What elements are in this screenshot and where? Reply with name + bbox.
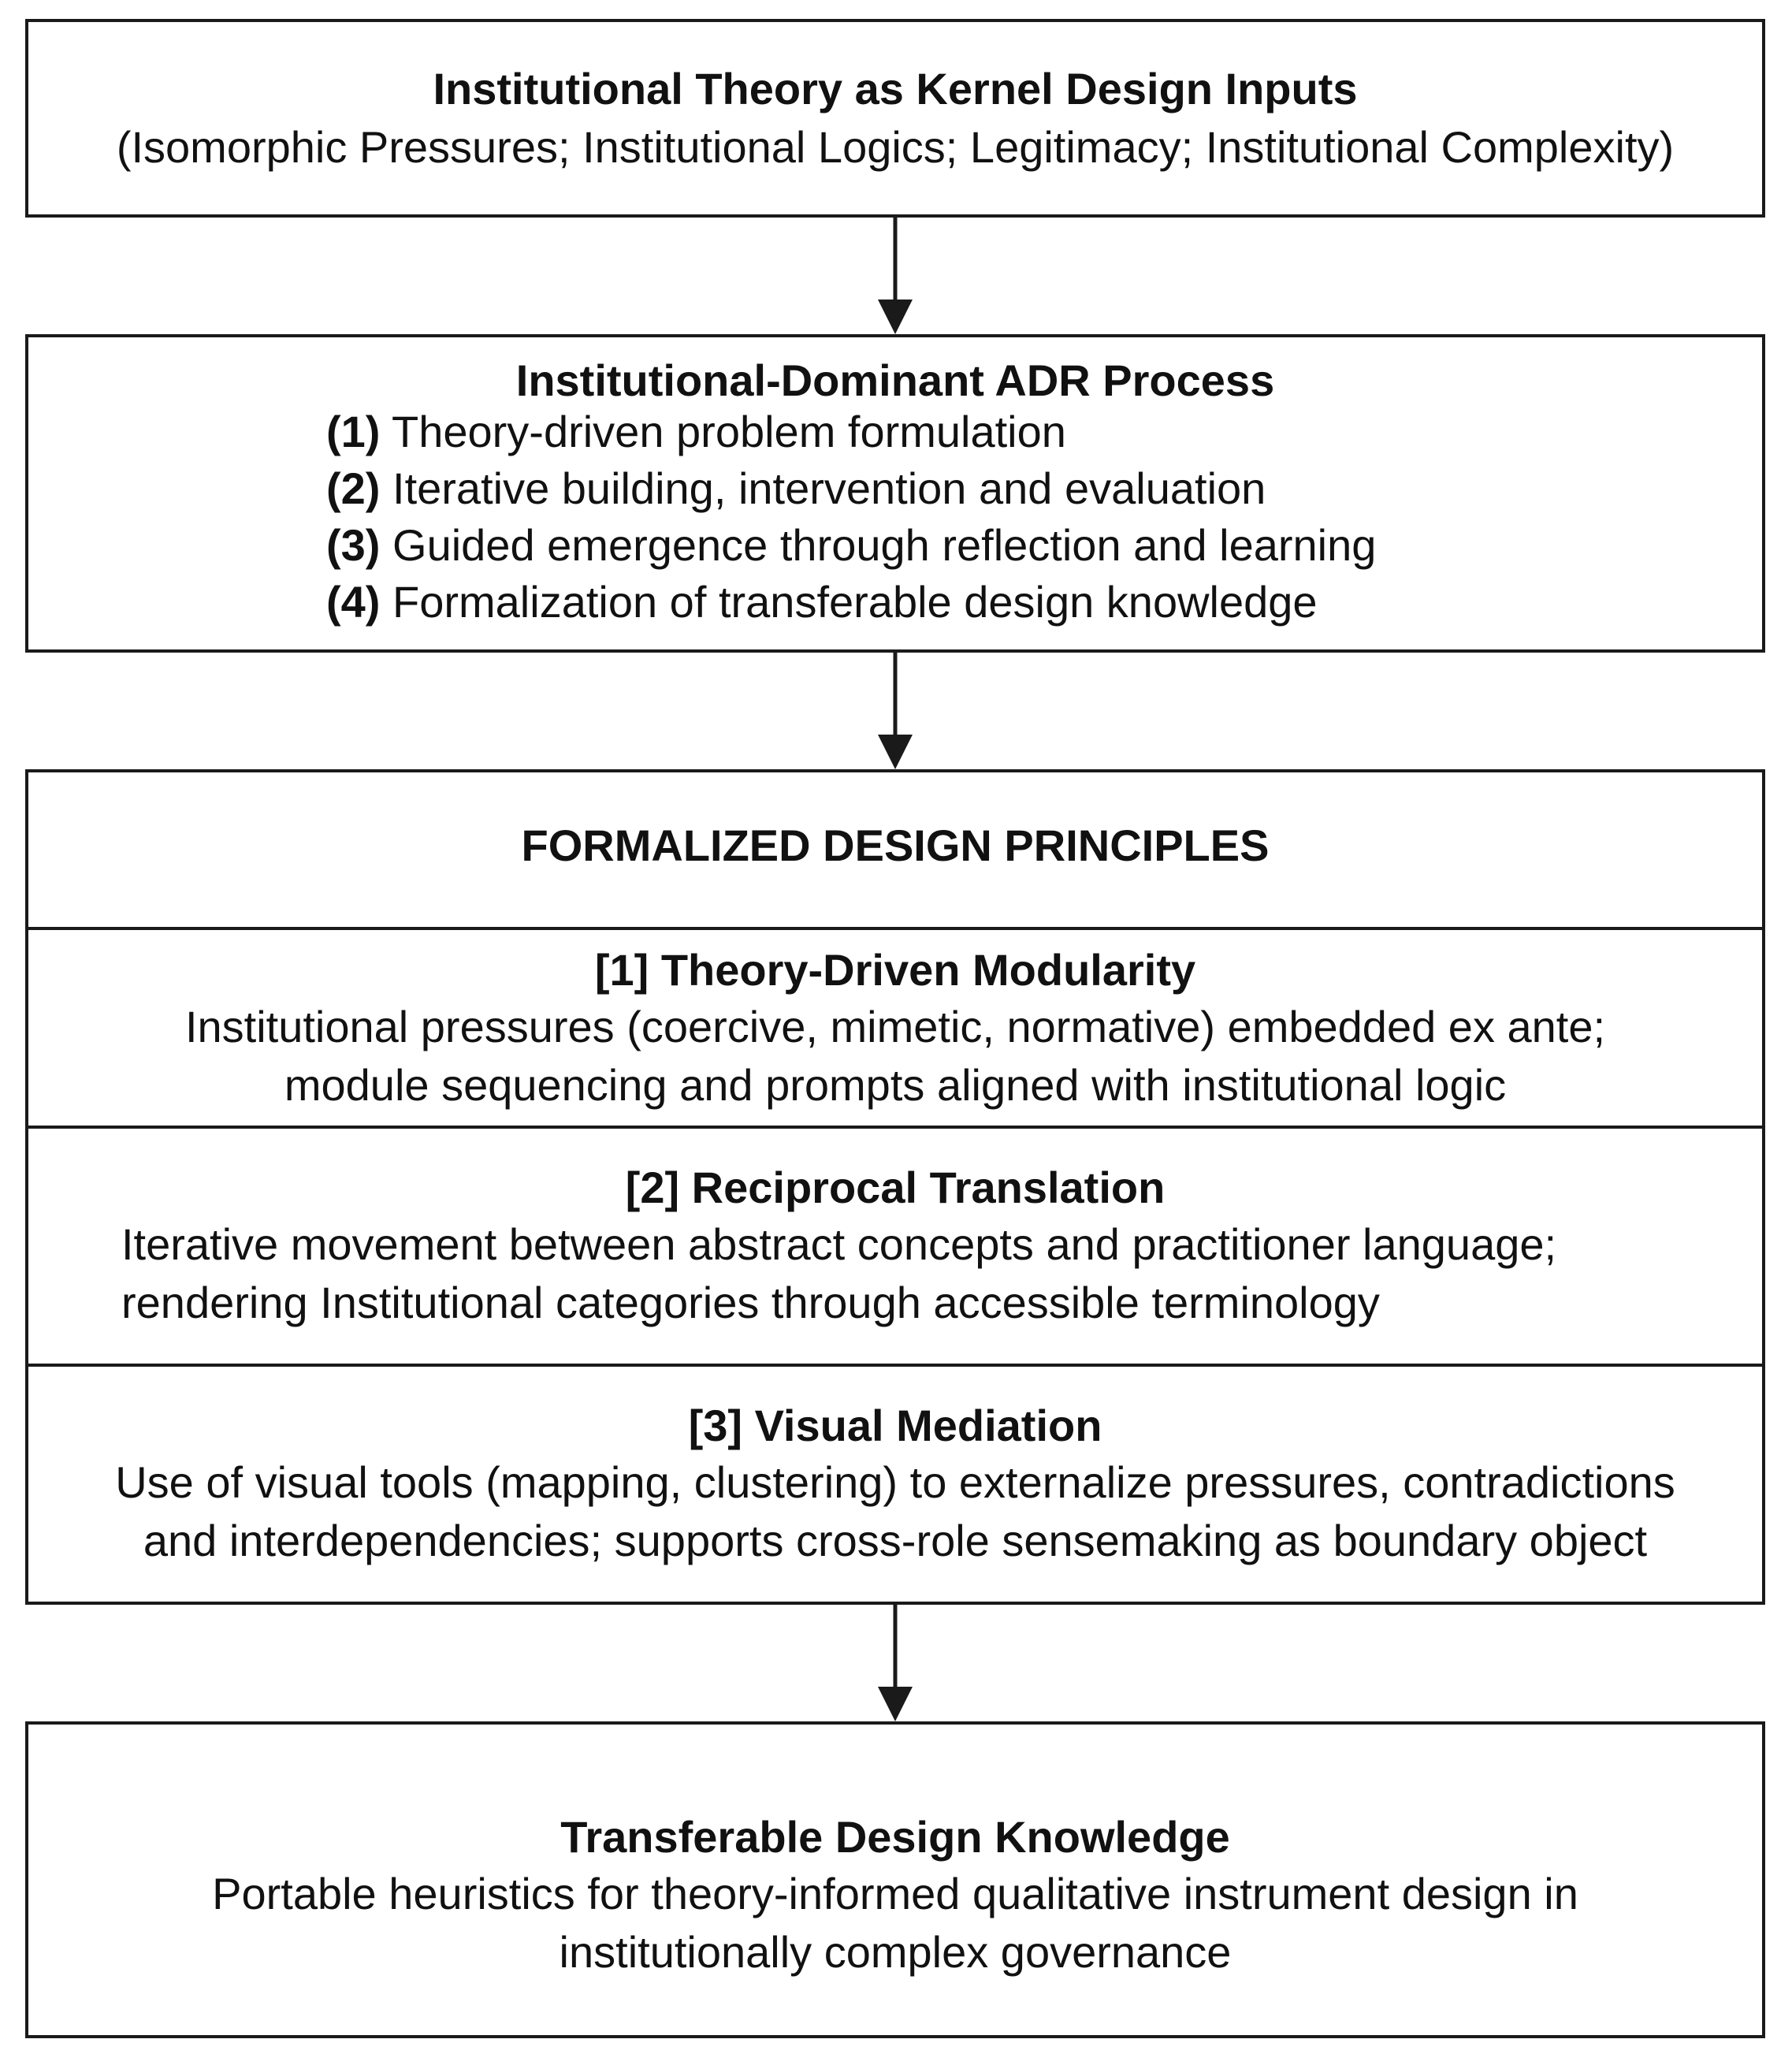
process-steps: [326, 404, 1376, 631]
kernel-inputs-box: [25, 19, 1765, 218]
arrow-principles-to-knowledge: [878, 1605, 913, 1721]
principles-heading: FORMALIZED DESIGN PRINCIPLES: [521, 820, 1270, 870]
principle-title: [1] Theory-Driven Modularity: [594, 945, 1196, 995]
process-step: (3) Guided emergence through reflection and learning: [326, 520, 1377, 570]
transferable-knowledge-box: [25, 1721, 1765, 2038]
principle-line: rendering Institutional categories through accessible terminology: [121, 1278, 1380, 1327]
principle-title: [2] Reciprocal Translation: [625, 1163, 1166, 1212]
arrow-kernel-to-process: [878, 218, 913, 334]
principle-item: [25, 943, 1765, 1114]
knowledge-line: Portable heuristics for theory-informed qualitative instrument design in: [212, 1869, 1578, 1918]
principles-divider: [25, 1364, 1765, 1367]
principle-line: Institutional pressures (coercive, mimetic, normative) embedded ex ante;: [184, 1002, 1606, 1051]
knowledge-title: Transferable Design Knowledge: [560, 1812, 1230, 1862]
process-step: (4) Formalization of transferable design knowledge: [326, 577, 1318, 627]
principle-title: [3] Visual Mediation: [688, 1401, 1102, 1450]
principles-divider: [25, 1126, 1765, 1129]
principle-line: Use of visual tools (mapping, clustering) to externalize pressures, contradictions: [115, 1457, 1675, 1507]
process-step: (2) Iterative building, intervention and evaluation: [326, 463, 1266, 513]
process-step: (1) Theory-driven problem formulation: [326, 407, 1066, 456]
principles-divider: [25, 927, 1765, 930]
kernel-title: Institutional Theory as Kernel Design Inputs: [433, 64, 1358, 113]
knowledge-line: institutionally complex governance: [559, 1927, 1232, 1977]
process-title: Institutional-Dominant ADR Process: [515, 355, 1275, 405]
principle-line: and interdependencies; supports cross-role sensemaking as boundary object: [143, 1516, 1648, 1565]
principle-line: Iterative movement between abstract concepts and practitioner language;: [121, 1219, 1557, 1269]
kernel-subtitle: (Isomorphic Pressures; Institutional Logics; Legitimacy; Institutional Complexity): [116, 122, 1675, 172]
principle-line: module sequencing and prompts aligned with institutional logic: [284, 1060, 1507, 1110]
arrow-process-to-principles: [878, 653, 913, 769]
principle-item: [25, 1398, 1765, 1570]
principles-heading-section: [25, 818, 1765, 873]
principle-item: [25, 1160, 1765, 1332]
